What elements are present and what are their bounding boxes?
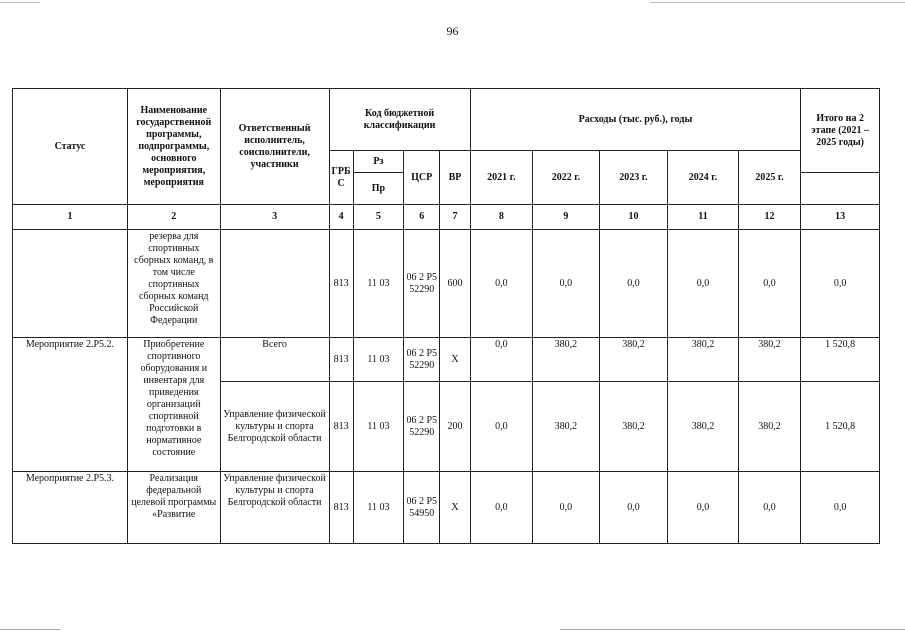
header-year-2021: 2021 г.	[470, 151, 533, 205]
header-year-2024: 2024 г.	[668, 151, 739, 205]
row-csr: 06 2 Р5 52290	[404, 382, 440, 472]
row-2023: 0,0	[599, 230, 668, 338]
header-total-blank	[801, 173, 880, 205]
header-grbs: ГРБ С	[329, 151, 353, 205]
header-year-2022: 2022 г.	[533, 151, 600, 205]
row-grbs: 813	[329, 230, 353, 338]
row-vr: Х	[440, 472, 470, 544]
col-number: 6	[404, 205, 440, 230]
scan-edge-line	[560, 629, 905, 630]
scan-edge-line	[0, 2, 40, 3]
row-2024: 0,0	[668, 230, 739, 338]
table-row	[13, 230, 880, 338]
col-number: 3	[220, 205, 329, 230]
col-number: 1	[13, 205, 128, 230]
row-rzpr: 11 03	[353, 472, 403, 544]
row-responsible	[220, 230, 329, 338]
row-2025: 0,0	[738, 230, 801, 338]
row-responsible: Всего	[220, 338, 329, 382]
row-total: 0,0	[801, 472, 880, 544]
header-vr: ВР	[440, 151, 470, 205]
header-year-2023: 2023 г.	[599, 151, 668, 205]
row-2024: 380,2	[668, 382, 739, 472]
row-grbs: 813	[329, 472, 353, 544]
row-csr: 06 2 Р5 52290	[404, 230, 440, 338]
header-expenses: Расходы (тыс. руб.), годы	[470, 89, 801, 151]
row-name: Приобретение спортивного оборудования и инвентаря для приведения организаций спортивной подготовки в нормативное состояние	[127, 338, 220, 472]
header-status: Статус	[13, 89, 128, 205]
col-number: 11	[668, 205, 739, 230]
col-number: 4	[329, 205, 353, 230]
row-grbs: 813	[329, 382, 353, 472]
row-2021: 0,0	[470, 230, 533, 338]
row-name: резерва для спортивных сборных команд, в том числе спортивных сборных команд Российской Федерации	[127, 230, 220, 338]
row-2022: 380,2	[533, 338, 600, 382]
row-total: 1 520,8	[801, 382, 880, 472]
row-status: Мероприятие 2.Р5.2.	[13, 338, 128, 472]
col-number: 7	[440, 205, 470, 230]
row-2025: 380,2	[738, 338, 801, 382]
header-rz: Рз	[353, 151, 403, 173]
col-number: 5	[353, 205, 403, 230]
col-number: 9	[533, 205, 600, 230]
table-row	[13, 338, 880, 382]
row-status	[13, 230, 128, 338]
row-2021: 0,0	[470, 338, 533, 382]
row-vr: 200	[440, 382, 470, 472]
row-2022: 0,0	[533, 230, 600, 338]
header-year-2025: 2025 г.	[738, 151, 801, 205]
row-status: Мероприятие 2.Р5.3.	[13, 472, 128, 544]
row-2025: 0,0	[738, 472, 801, 544]
col-number: 13	[801, 205, 880, 230]
row-2023: 0,0	[599, 472, 668, 544]
row-responsible: Управление физической культуры и спорта Белгородской области	[220, 472, 329, 544]
header-budget-code: Код бюджетной классификации	[329, 89, 470, 151]
row-2022: 380,2	[533, 382, 600, 472]
row-csr: 06 2 Р5 52290	[404, 338, 440, 382]
header-responsible: Ответственный исполнитель, соисполнители, участники	[220, 89, 329, 205]
row-grbs: 813	[329, 338, 353, 382]
table-row	[13, 472, 880, 544]
header-csr: ЦСР	[404, 151, 440, 205]
row-2025: 380,2	[738, 382, 801, 472]
row-total: 1 520,8	[801, 338, 880, 382]
row-vr: Х	[440, 338, 470, 382]
col-number: 2	[127, 205, 220, 230]
col-number: 12	[738, 205, 801, 230]
row-vr: 600	[440, 230, 470, 338]
row-2023: 380,2	[599, 338, 668, 382]
row-rzpr: 11 03	[353, 230, 403, 338]
row-2024: 380,2	[668, 338, 739, 382]
header-total: Итого на 2 этапе (2021 –2025 годы)	[801, 89, 880, 173]
row-csr: 06 2 Р5 54950	[404, 472, 440, 544]
row-rzpr: 11 03	[353, 382, 403, 472]
row-name: Реализация федеральной целевой программы «Развитие	[127, 472, 220, 544]
header-name: Наименование государственной программы, подпрограммы, основного мероприятия, мероприятия	[127, 89, 220, 205]
scan-edge-line	[0, 629, 60, 630]
scan-edge-line	[650, 2, 905, 3]
row-2023: 380,2	[599, 382, 668, 472]
row-rzpr: 11 03	[353, 338, 403, 382]
row-responsible: Управление физической культуры и спорта Белгородской области	[220, 382, 329, 472]
row-2022: 0,0	[533, 472, 600, 544]
row-2021: 0,0	[470, 382, 533, 472]
col-number: 10	[599, 205, 668, 230]
row-2021: 0,0	[470, 472, 533, 544]
row-total: 0,0	[801, 230, 880, 338]
budget-table	[12, 88, 880, 544]
page-number: 96	[446, 24, 459, 38]
header-pr: Пр	[353, 173, 403, 205]
row-2024: 0,0	[668, 472, 739, 544]
col-number: 8	[470, 205, 533, 230]
